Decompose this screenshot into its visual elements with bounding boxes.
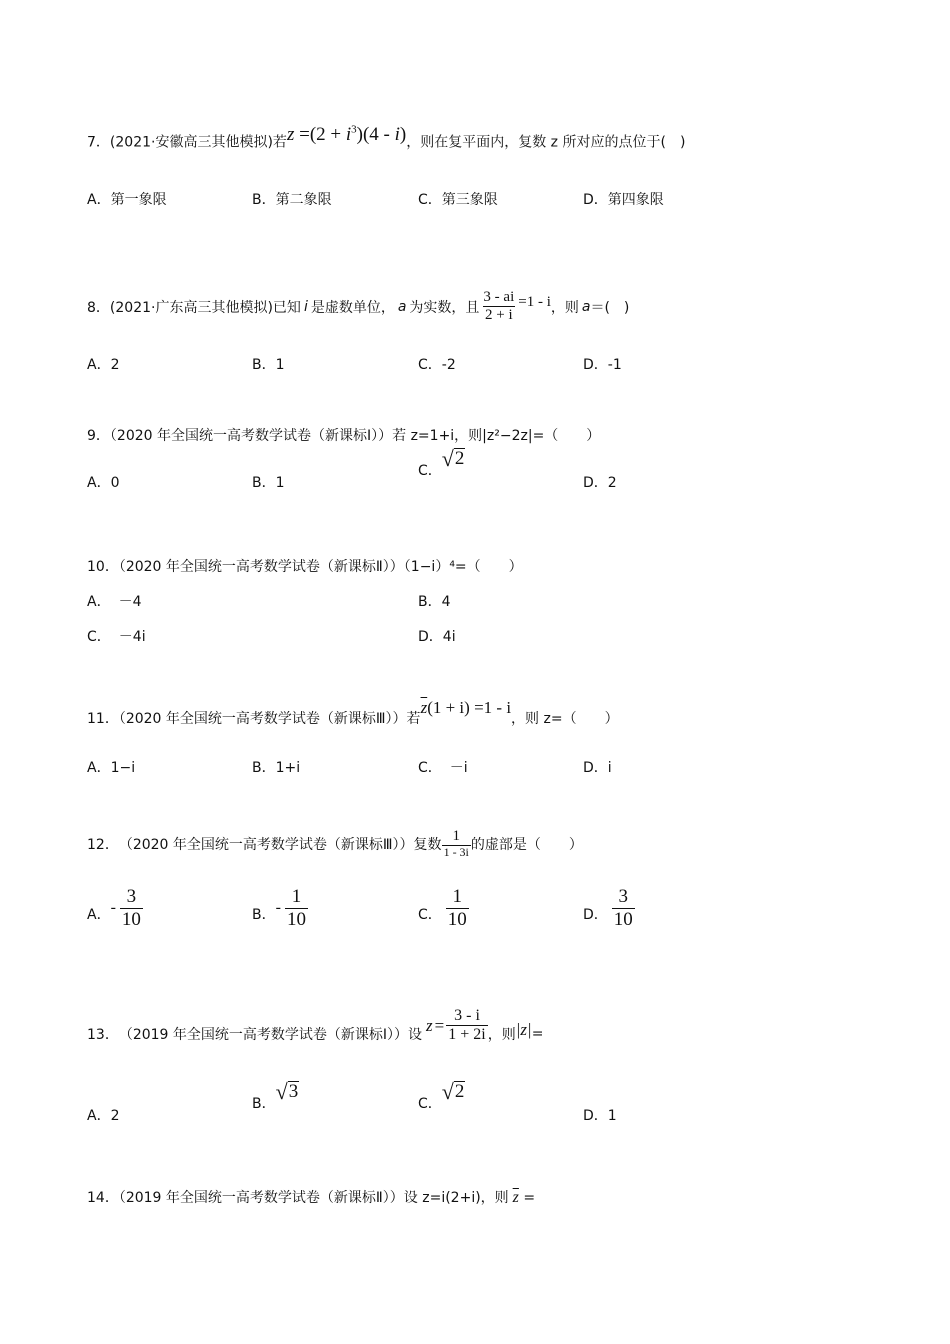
fraction: $\frac{1}{10}$ xyxy=(286,886,306,930)
question-source: （2020 年全国统一高考数学试卷（新课标Ⅲ））若 xyxy=(118,711,421,727)
question-7 xyxy=(87,124,686,152)
sqrt-icon: √ 2 xyxy=(441,1079,465,1104)
formula: $\overline{z}(1 + i) =1 - i$ xyxy=(420,698,512,717)
question-text: 为实数，且 xyxy=(409,299,480,316)
question-source: (2021·广东高三其他模拟)已知 xyxy=(109,299,301,316)
option-a: A． - $\frac{3}{10}$ xyxy=(87,886,141,930)
option-d: D．4i xyxy=(418,629,456,645)
question-text: 的虚部是（ ） xyxy=(470,837,583,854)
question-14: 14．（2019 年全国统一高考数学试卷（新课标Ⅱ））设 z=i(2+i)，则 $\overline{z}$ = xyxy=(87,1189,536,1206)
question-number: 14． xyxy=(87,1190,119,1206)
option-c: C． －i xyxy=(418,760,468,776)
option-b: B．1 xyxy=(252,357,285,373)
option-d: D．i xyxy=(583,760,612,776)
option-b: B．1+i xyxy=(252,760,301,776)
question-number: 13． xyxy=(87,1026,119,1043)
question-source: （2019 年全国统一高考数学试卷（新课标Ⅰ））设 xyxy=(118,1026,423,1043)
fraction: $\frac{3 - i}{1 + 2i}$ xyxy=(448,1007,486,1044)
question-source: (2021·安徽高三其他模拟)若 xyxy=(109,134,287,151)
option-d: D．-1 xyxy=(583,357,622,373)
option-d: D．第四象限 xyxy=(583,192,664,208)
question-text: （2020 年全国统一高考数学试卷（新课标Ⅰ））若 z=1+i，则|z²−2z|=（ ） xyxy=(109,428,601,444)
sqrt-icon: √ 2 xyxy=(441,446,465,471)
fraction: $\frac{3}{10}$ xyxy=(121,886,141,930)
question-number: 7． xyxy=(87,134,110,151)
option-c: C． √ 2 xyxy=(418,446,465,479)
variable-a: a xyxy=(397,298,407,315)
question-8 xyxy=(87,289,629,325)
question-number: 10． xyxy=(87,559,119,575)
fraction: $\frac{3 - ai}{2 + i}$ xyxy=(483,289,515,324)
question-text: （2019 年全国统一高考数学试卷（新课标Ⅱ））设 z=i(2+i)，则 xyxy=(118,1190,509,1206)
question-text: ，则在复平面内，复数 z 所对应的点位于( ) xyxy=(406,134,686,151)
fraction: $\frac{3}{10}$ xyxy=(613,886,633,930)
question-13: 13． （2019 年全国统一高考数学试卷（新课标Ⅰ））设 z = $\frac{3 - i}{1 + 2i}$ ，则 |z| = xyxy=(87,1007,544,1044)
option-d: D．2 xyxy=(583,475,617,491)
option-c: C． －4i xyxy=(87,629,146,645)
option-a: A．2 xyxy=(87,1108,120,1124)
option-c: C．第三象限 xyxy=(418,192,498,208)
question-number: 11． xyxy=(87,711,119,727)
abs-value: |z| xyxy=(515,1019,532,1039)
option-a: A．第一象限 xyxy=(87,192,167,208)
question-11 xyxy=(87,698,619,728)
question-text: ，则 z=（ ） xyxy=(511,711,619,727)
question-number: 8． xyxy=(87,299,110,316)
conjugate-z: $\overline{z}$ xyxy=(512,1189,519,1206)
question-12 xyxy=(87,828,583,860)
question-text: ，则 xyxy=(550,299,579,316)
question-10 xyxy=(87,556,523,576)
question-text: 是虚数单位， xyxy=(310,299,395,316)
variable-a: a xyxy=(581,298,591,315)
question-text: ＝( ) xyxy=(590,299,630,316)
imaginary-unit: i xyxy=(303,298,308,315)
option-b: B． √ 3 xyxy=(252,1079,299,1112)
option-d: D． $\frac{3}{10}$ xyxy=(583,886,633,930)
option-b: B．1 xyxy=(252,475,285,491)
option-d: D．1 xyxy=(583,1108,617,1124)
fraction: $\frac{1}{1 - 3i}$ xyxy=(443,828,469,860)
option-b: B． - $\frac{1}{10}$ xyxy=(252,886,306,930)
question-number: 9． xyxy=(87,428,110,444)
formula: $z =(2 + i^3)(4 - i)$ xyxy=(286,124,407,146)
question-9 xyxy=(87,425,600,445)
option-c: C．-2 xyxy=(418,357,456,373)
option-b: B．4 xyxy=(418,594,451,610)
question-number: 12． xyxy=(87,837,119,854)
option-a: A．1−i xyxy=(87,760,136,776)
option-a: A．0 xyxy=(87,475,120,491)
fraction: $\frac{1}{10}$ xyxy=(447,886,467,930)
option-b: B．第二象限 xyxy=(252,192,332,208)
option-a: A． －4 xyxy=(87,594,142,610)
option-a: A．2 xyxy=(87,357,120,373)
option-c: C． $\frac{1}{10}$ xyxy=(418,886,467,930)
formula: =1 - i xyxy=(518,294,551,311)
sqrt-icon: √ 3 xyxy=(275,1079,299,1104)
question-text: （2020 年全国统一高考数学试卷（新课标Ⅱ））（1−i）⁴=（ ） xyxy=(118,559,523,575)
option-c: C． √ 2 xyxy=(418,1079,465,1112)
question-source: （2020 年全国统一高考数学试卷（新课标Ⅲ））复数 xyxy=(118,837,442,854)
